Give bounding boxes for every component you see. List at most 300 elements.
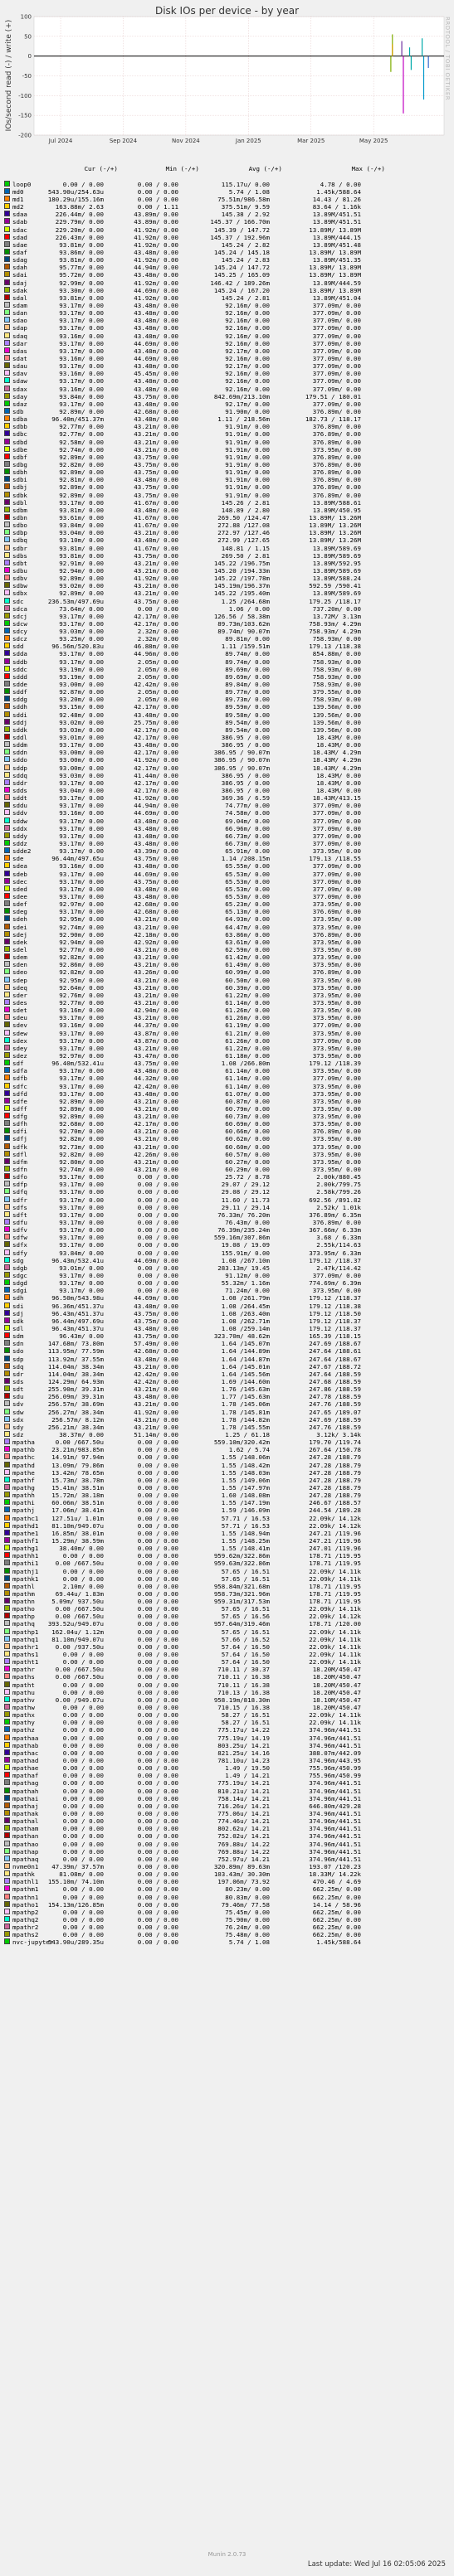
- legend-cur: 92.94m/ 0.00: [59, 566, 104, 575]
- legend-device-name: mpathak: [12, 1810, 39, 1817]
- legend-row: [2, 1181, 454, 1188]
- legend-avg: 145.24 / 2.82: [221, 240, 270, 249]
- legend-cur: 93.02m/ 0.00: [59, 718, 104, 726]
- legend-max: 2.00k/880.45: [316, 1173, 361, 1181]
- legend-max: 377.09m/ 0.00: [312, 824, 361, 832]
- legend-device-name: sddu: [12, 802, 27, 810]
- legend-min: 43.75m/ 0.00: [134, 392, 178, 400]
- legend-avg: 386.95 / 0.00: [221, 771, 270, 779]
- legend-cur: 93.17m/ 0.00: [59, 779, 104, 787]
- legend-avg: 60.29m/ 0.00: [225, 1166, 270, 1174]
- legend-cur: 93.84m/ 0.00: [59, 1249, 104, 1257]
- legend-avg: 63.86m/ 0.00: [225, 930, 270, 939]
- legend-min: 0.00 / 0.00: [137, 1642, 178, 1651]
- legend-max: 388.07m/442.09: [309, 1749, 361, 1757]
- legend-swatch: [4, 1673, 10, 1679]
- legend-swatch: [4, 734, 10, 740]
- legend-avg: 1.69 /144.60m: [221, 1377, 270, 1385]
- legend-min: 0.00 / 0.00: [137, 1726, 178, 1734]
- legend-cur: 93.81m/ 0.00: [59, 293, 104, 302]
- legend-min: 43.21m/ 0.00: [134, 430, 178, 439]
- legend-swatch: [4, 1590, 10, 1596]
- legend-swatch: [4, 1916, 10, 1922]
- legend-avg: 71.24m/ 0.00: [225, 1287, 270, 1295]
- legend-device-name: sdat: [12, 355, 27, 362]
- legend-max: 374.96m/441.51: [309, 1840, 361, 1848]
- legend-min: 43.21m/ 0.00: [134, 1385, 178, 1394]
- legend-min: 42.68m/ 0.00: [134, 908, 178, 916]
- legend-row: [2, 476, 454, 483]
- legend-avg: 269.50 / 2.81: [221, 551, 270, 560]
- legend-cur: 92.81m/ 0.00: [59, 476, 104, 484]
- legend-cur: 0.00 / 0.00: [62, 1726, 104, 1734]
- legend-max: 374.96m/441.51: [309, 1779, 361, 1788]
- legend-row: [2, 1711, 454, 1719]
- legend-swatch: [4, 370, 10, 376]
- legend-avg: 1.64 /145.56m: [221, 1370, 270, 1378]
- legend-avg: 1.49 / 19.50: [225, 1764, 270, 1773]
- legend-row: [2, 825, 454, 832]
- legend-max: 247.28 /188.79: [309, 1492, 361, 1500]
- legend-max: 662.25m/ 0.00: [312, 1915, 361, 1924]
- legend-max: 247.68 /188.59: [309, 1377, 361, 1385]
- legend-min: 0.00 / 0.00: [137, 1924, 178, 1932]
- legend-device-name: sdet: [12, 1007, 27, 1015]
- legend-swatch: [4, 1083, 10, 1089]
- legend-swatch: [4, 1462, 10, 1467]
- legend-max: 247.69 /188.59: [309, 1415, 361, 1424]
- legend-swatch: [4, 605, 10, 611]
- legend-swatch: [4, 741, 10, 747]
- legend-max: 3.68 / 6.33m: [316, 1234, 361, 1242]
- legend-swatch: [4, 817, 10, 823]
- legend-min: 43.48m/ 0.00: [134, 317, 178, 325]
- legend-row: [2, 1848, 454, 1856]
- legend-row: [2, 953, 454, 961]
- legend-row: [2, 1105, 454, 1113]
- legend-avg: 559.10m/320.42m: [213, 1438, 270, 1447]
- legend-cur: 0.00 / 0.00: [62, 1681, 104, 1689]
- legend-avg: 61.07m/ 0.00: [225, 1089, 270, 1098]
- legend-max: 373.95m/ 0.00: [312, 923, 361, 931]
- legend-avg: 1.64 /144.89m: [221, 1347, 270, 1356]
- legend-min: 44.69m/ 0.00: [134, 809, 178, 817]
- legend-row: [2, 1598, 454, 1605]
- legend-max: 377.09m/ 0.00: [312, 802, 361, 810]
- legend-min: 0.00 / 0.00: [137, 1173, 178, 1181]
- legend-device-name: sddp: [12, 764, 27, 772]
- legend-min: 0.00 / 0.00: [137, 1287, 178, 1295]
- legend-device-name: sdao: [12, 317, 27, 325]
- legend-max: 373.95m/ 0.00: [312, 1142, 361, 1151]
- legend-min: 2.05m/ 0.00: [137, 665, 178, 673]
- legend-row: [2, 1075, 454, 1082]
- legend-device-name: sdeo: [12, 968, 27, 977]
- legend-swatch: [4, 522, 10, 527]
- legend-swatch: [4, 264, 10, 269]
- legend-swatch: [4, 1453, 10, 1459]
- legend-row: [2, 545, 454, 552]
- legend-swatch: [4, 931, 10, 937]
- legend-max: 646.80m/429.28: [309, 1802, 361, 1810]
- legend-max: 854.88m/ 0.00: [312, 650, 361, 658]
- legend-min: 0.00 / 0.00: [137, 1181, 178, 1189]
- legend-cur: 92.89m/ 0.00: [59, 453, 104, 461]
- legend-row: [2, 726, 454, 734]
- legend-device-name: sdem: [12, 953, 27, 962]
- legend-cur: 93.61m/ 0.00: [59, 513, 104, 522]
- legend-device-name: sdcz: [12, 635, 27, 643]
- legend-row: [2, 1878, 454, 1885]
- legend-min: 2.32m/ 0.00: [137, 635, 178, 643]
- legend-device-name: sddd: [12, 672, 27, 681]
- legend-max: 377.09m/ 0.00: [312, 385, 361, 393]
- legend-cur: 93.15m/ 0.00: [59, 703, 104, 711]
- legend-avg: 1.59 /146.09m: [221, 1506, 270, 1515]
- legend-device-name: mpathr2: [12, 1924, 39, 1932]
- legend-cur: 92.77m/ 0.00: [59, 430, 104, 439]
- legend-row: [2, 1909, 454, 1916]
- legend-avg: 89.74m/ 90.07m: [217, 628, 270, 636]
- legend-swatch: [4, 1257, 10, 1263]
- legend-max: 2.52k/ 1.01k: [316, 1203, 361, 1211]
- legend-swatch: [4, 1757, 10, 1763]
- legend-swatch: [4, 317, 10, 323]
- legend-cur: 92.82m/ 0.00: [59, 1150, 104, 1158]
- legend-avg: 375.51m/ 9.59: [221, 203, 270, 211]
- legend-cur: 0.00 / 0.00: [62, 1908, 104, 1916]
- legend-device-name: sdep: [12, 976, 27, 984]
- legend-row: [2, 1560, 454, 1567]
- legend-swatch: [4, 1583, 10, 1589]
- legend-swatch: [4, 347, 10, 353]
- legend-max: 373.95m/ 0.00: [312, 1120, 361, 1128]
- legend-avg: 1.25 /264.68m: [221, 597, 270, 605]
- legend-cur: 15.73m/ 38.78m: [51, 1476, 104, 1484]
- legend-row: [2, 256, 454, 264]
- legend-swatch: [4, 878, 10, 884]
- legend-max: 22.09k/ 14.11k: [309, 1635, 361, 1643]
- legend-min: 0.00 / 0.00: [137, 1545, 178, 1553]
- legend-row: [2, 1370, 454, 1378]
- legend-swatch: [4, 279, 10, 285]
- legend-swatch: [4, 1719, 10, 1725]
- legend-avg: 55.32m/ 1.16m: [221, 1279, 270, 1288]
- legend-row: [2, 1499, 454, 1506]
- legend-avg: 61.49m/ 0.00: [225, 961, 270, 969]
- legend-swatch: [4, 847, 10, 853]
- legend-min: 0.00 / 0.00: [137, 1635, 178, 1643]
- legend-avg: 89.69m/ 0.00: [225, 665, 270, 673]
- legend-row: [2, 1568, 454, 1575]
- legend-swatch: [4, 1689, 10, 1695]
- legend-device-name: mpathn: [12, 1598, 35, 1606]
- legend-max: 377.09m/ 0.00: [312, 1075, 361, 1083]
- legend-row: [2, 900, 454, 908]
- legend-min: 0.00 / 0.00: [137, 1438, 178, 1447]
- legend-avg: 60.57m/ 0.00: [225, 1150, 270, 1158]
- legend-min: 42.26m/ 0.00: [134, 1150, 178, 1158]
- legend-swatch: [4, 1128, 10, 1133]
- legend-min: 0.00 / 0.00: [137, 1832, 178, 1841]
- legend-avg: 57.64 / 16.50: [221, 1642, 270, 1651]
- legend-max: 165.39 /118.15: [309, 1332, 361, 1341]
- legend-row: [2, 787, 454, 794]
- legend-device-name: mpathz: [12, 1726, 35, 1734]
- legend-avg: 1.78 /144.82m: [221, 1415, 270, 1424]
- legend-avg: 65.53m/ 0.00: [225, 892, 270, 900]
- legend-swatch: [4, 809, 10, 815]
- legend-row: [2, 779, 454, 787]
- legend-avg: 145.19m/196.37m: [213, 582, 270, 590]
- legend-min: 43.21m/ 0.00: [134, 582, 178, 590]
- legend-cur: 92.70m/ 0.00: [59, 1128, 104, 1136]
- legend-cur: 93.16m/ 0.00: [59, 1021, 104, 1030]
- legend-swatch: [4, 461, 10, 467]
- legend-row: [2, 415, 454, 423]
- legend-device-name: sdn: [12, 1340, 24, 1348]
- legend-device-name: sdbm: [12, 506, 27, 514]
- legend-min: 0.00 / 0.00: [137, 1598, 178, 1606]
- legend-row: [2, 1317, 454, 1325]
- legend-row: [2, 529, 454, 536]
- legend-device-name: sdap: [12, 324, 27, 332]
- legend-device-name: sdcy: [12, 628, 27, 636]
- legend-max: 376.89m/ 0.00: [312, 423, 361, 431]
- legend-cur: 93.16m/ 0.00: [59, 355, 104, 362]
- legend-row: [2, 211, 454, 218]
- legend-cur: 15.29m/ 38.59m: [51, 1536, 104, 1545]
- legend-device-name: mpatham: [12, 1825, 39, 1833]
- legend-row: [2, 332, 454, 340]
- legend-avg: 57.71 / 16.53: [221, 1514, 270, 1522]
- legend-cur: 13.42m/ 78.65m: [51, 1468, 104, 1477]
- legend-min: 43.48m/ 0.00: [134, 400, 178, 408]
- legend-min: 0.00 / 0.00: [137, 1476, 178, 1484]
- legend-device-name: sdex: [12, 1036, 27, 1045]
- legend-avg: 1.08 /262.71m: [221, 1317, 270, 1325]
- legend-cur: 0.00 /667.50u: [55, 1560, 104, 1568]
- legend-cur: 0.00 / 0.00: [62, 1794, 104, 1802]
- legend-cur: 93.17m/ 0.00: [59, 1196, 104, 1204]
- legend-row: [2, 908, 454, 915]
- legend-device-name: mpathab: [12, 1741, 39, 1749]
- legend-min: 43.21m/ 0.00: [134, 529, 178, 537]
- legend-swatch: [4, 1287, 10, 1293]
- legend-min: 0.00 / 0.00: [137, 1734, 178, 1742]
- legend-min: 43.75m/ 0.00: [134, 597, 178, 605]
- legend-cur: 0.00 / 0.00: [62, 180, 104, 188]
- legend-row: [2, 847, 454, 855]
- legend-device-name: sdec: [12, 877, 27, 885]
- legend-cur: 92.68m/ 0.00: [59, 1120, 104, 1128]
- legend-device-name: sdy: [12, 1423, 24, 1431]
- legend-avg: 66.96m/ 0.00: [225, 824, 270, 832]
- legend-min: 41.67m/ 0.00: [134, 498, 178, 507]
- legend-max: 374.96m/441.51: [309, 1847, 361, 1856]
- legend-avg: 145.37 / 192.96m: [210, 233, 270, 241]
- legend-device-name: mpathl: [12, 1582, 35, 1590]
- legend-max: 18.43M/ 0.00: [316, 787, 361, 795]
- legend-row: [2, 620, 454, 628]
- legend-min: 42.68m/ 0.00: [134, 900, 178, 909]
- legend-swatch: [4, 1742, 10, 1748]
- legend-max: 737.20m/ 0.00: [312, 604, 361, 613]
- rrdtool-watermark: RRDTOOL / TOBI OETIKER: [444, 17, 451, 101]
- legend-swatch: [4, 1560, 10, 1565]
- legend-device-name: mpathm1: [12, 1885, 39, 1894]
- legend-max: 18.43M/ 0.00: [316, 734, 361, 742]
- legend-swatch: [4, 1598, 10, 1603]
- legend-max: 377.09m/ 0.00: [312, 302, 361, 310]
- legend-avg: 89.84m/ 0.00: [225, 681, 270, 689]
- legend-avg: 775.06u/ 14.21: [217, 1810, 270, 1817]
- legend-avg: 92.16m/ 0.00: [225, 302, 270, 310]
- legend-device-name: sdfb: [12, 1075, 27, 1083]
- legend-table: [2, 143, 454, 1954]
- legend-min: 0.00 / 0.00: [137, 1203, 178, 1211]
- legend-avg: 60.60m/ 0.00: [225, 1142, 270, 1151]
- legend-device-name: sdbi: [12, 476, 27, 484]
- legend-max: 14.14 / 58.96: [312, 1900, 361, 1909]
- legend-swatch: [4, 1393, 10, 1399]
- legend-min: 43.75m/ 0.00: [134, 453, 178, 461]
- legend-row: [2, 1135, 454, 1142]
- legend-max: 373.95m/ 0.00: [312, 1029, 361, 1037]
- legend-swatch: [4, 1234, 10, 1239]
- legend-min: 0.00 / 0.00: [137, 1696, 178, 1704]
- legend-row: [2, 1613, 454, 1620]
- legend-min: 2.32m/ 0.00: [137, 628, 178, 636]
- legend-avg: 89.77m/ 0.00: [225, 688, 270, 696]
- legend-min: 41.92m/ 0.00: [134, 575, 178, 583]
- legend-avg: 958.73m/321.96m: [213, 1589, 270, 1598]
- legend-device-name: sdgc: [12, 1272, 27, 1280]
- legend-cur: 0.00 / 0.00: [62, 1915, 104, 1924]
- legend-swatch: [4, 386, 10, 391]
- legend-cur: 0.00 / 0.00: [62, 1574, 104, 1583]
- legend-max: 179.70 /119.74: [309, 1438, 361, 1447]
- legend-avg: 91.91m/ 0.00: [225, 468, 270, 477]
- legend-avg: 61.14m/ 0.00: [225, 998, 270, 1007]
- legend-min: 0.00 / 0.00: [137, 1264, 178, 1272]
- legend-cur: 92.74m/ 0.00: [59, 1166, 104, 1174]
- legend-max: 377.09m/ 0.00: [312, 840, 361, 847]
- legend-swatch: [4, 454, 10, 459]
- legend-avg: 91.91m/ 0.00: [225, 438, 270, 446]
- legend-swatch: [4, 613, 10, 619]
- legend-cur: 93.01m/ 0.00: [59, 1264, 104, 1272]
- legend-min: 42.42m/ 0.00: [134, 1370, 178, 1378]
- legend-min: 0.00 / 0.00: [137, 1779, 178, 1788]
- legend-max: 374.96m/441.51: [309, 1810, 361, 1817]
- legend-device-name: sdgi: [12, 1287, 27, 1295]
- legend-min: 0.00 / 0.00: [137, 1196, 178, 1204]
- legend-cur: 0.00 /667.50u: [55, 1673, 104, 1681]
- legend-device-name: sdcw: [12, 619, 27, 628]
- legend-cur: 93.20m/ 0.00: [59, 696, 104, 704]
- legend-max: 179.13 /118.38: [309, 643, 361, 651]
- legend-swatch: [4, 1378, 10, 1384]
- legend-device-name: sdff: [12, 1104, 27, 1113]
- legend-swatch: [4, 1014, 10, 1020]
- legend-cur: 93.81m/ 0.00: [59, 506, 104, 514]
- legend-header-cur: Cur (-/+): [84, 165, 118, 173]
- legend-cur: 543.90u/289.35u: [47, 1938, 104, 1947]
- legend-avg: 775.19u/ 14.21: [217, 1779, 270, 1788]
- legend-min: 41.92m/ 0.00: [134, 279, 178, 287]
- legend-swatch: [4, 1878, 10, 1884]
- legend-avg: 60.73m/ 0.00: [225, 1113, 270, 1121]
- legend-swatch: [4, 589, 10, 595]
- legend-min: 43.21m/ 0.00: [134, 589, 178, 598]
- legend-row: [2, 1620, 454, 1628]
- legend-device-name: sdeb: [12, 870, 27, 878]
- legend-swatch: [4, 196, 10, 201]
- legend-swatch: [4, 915, 10, 921]
- legend-avg: 91.91m/ 0.00: [225, 453, 270, 461]
- legend-device-name: mpaths2: [12, 1931, 39, 1939]
- legend-max: 247.64 /188.59: [309, 1370, 361, 1378]
- legend-avg: 386.95 / 90.07m: [213, 764, 270, 772]
- legend-max: 376.89m/ 0.00: [312, 1219, 361, 1227]
- legend-row: [2, 1052, 454, 1060]
- legend-row: [2, 1014, 454, 1021]
- legend-row: [2, 1226, 454, 1234]
- legend-min: 0.00 / 0.00: [137, 1787, 178, 1795]
- legend-avg: 89.74m/ 0.00: [225, 650, 270, 658]
- legend-cur: 93.10m/ 0.00: [59, 536, 104, 545]
- legend-max: 13.89M/ 13.89M: [309, 286, 361, 294]
- legend-avg: 1.08 /261.79m: [221, 1294, 270, 1303]
- legend-min: 2.05m/ 0.00: [137, 688, 178, 696]
- legend-device-name: sdeu: [12, 1014, 27, 1022]
- legend-avg: 89.69m/ 0.00: [225, 672, 270, 681]
- legend-max: 13.89M/ 13.89M: [309, 264, 361, 272]
- legend-avg: 710.11 / 30.37: [217, 1666, 270, 1674]
- legend-row: [2, 666, 454, 673]
- legend-device-name: mpathaf: [12, 1772, 39, 1780]
- legend-avg: 66.73m/ 0.00: [225, 840, 270, 847]
- legend-row: [2, 992, 454, 999]
- legend-max: 18.20M/450.47: [312, 1666, 361, 1674]
- legend-min: 41.92m/ 0.00: [134, 293, 178, 302]
- legend-swatch: [4, 529, 10, 535]
- legend-cur: 15.41m/ 38.51m: [51, 1483, 104, 1492]
- legend-min: 44.96m/ 0.00: [134, 650, 178, 658]
- legend-avg: 60.62m/ 0.00: [225, 1135, 270, 1143]
- legend-swatch: [4, 1620, 10, 1626]
- legend-avg: 60.87m/ 0.00: [225, 1097, 270, 1105]
- legend-max: 662.25m/ 0.00: [312, 1885, 361, 1894]
- legend-min: 41.92m/ 0.00: [134, 226, 178, 234]
- legend-swatch: [4, 1113, 10, 1118]
- legend-swatch: [4, 1158, 10, 1164]
- legend-max: 179.12 /118.39: [309, 1060, 361, 1068]
- legend-swatch: [4, 1734, 10, 1740]
- legend-avg: 89.73m/103.62m: [217, 619, 270, 628]
- legend-cur: 93.17m/ 0.00: [59, 1014, 104, 1022]
- legend-swatch: [4, 340, 10, 346]
- legend-min: 0.00 / 0.00: [137, 1605, 178, 1613]
- legend-max: 373.95m/ 0.00: [312, 1089, 361, 1098]
- legend-row: [2, 1742, 454, 1749]
- legend-row: [2, 324, 454, 332]
- legend-max: 18.43M/ 4.29m: [312, 756, 361, 764]
- legend-row: [2, 893, 454, 900]
- legend-cur: 92.89m/ 0.00: [59, 575, 104, 583]
- legend-max: 373.95m/ 0.00: [312, 961, 361, 969]
